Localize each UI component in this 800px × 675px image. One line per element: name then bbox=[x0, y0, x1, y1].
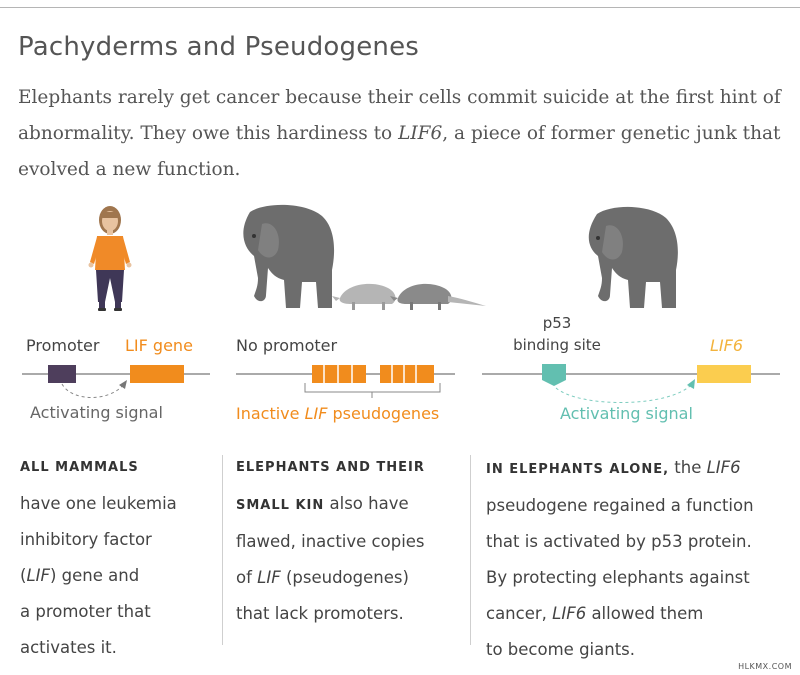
column-divider-1 bbox=[222, 455, 223, 645]
lif6-gene-label: LIF6 bbox=[710, 336, 744, 355]
caption-kin-heading: ELEPHANTS AND THEIR bbox=[236, 460, 425, 475]
credit-watermark: HLKMX.COM bbox=[738, 662, 792, 671]
caption-mammals-heading: ALL MAMMALS bbox=[20, 460, 139, 475]
top-rule bbox=[0, 7, 800, 8]
lif-gene-box bbox=[130, 365, 184, 383]
caption-elephants-heading: IN ELEPHANTS ALONE, bbox=[486, 462, 670, 477]
promoter-label: Promoter bbox=[26, 336, 100, 355]
inactive-pseudogenes-label: Inactive LIF pseudogenes bbox=[236, 404, 440, 423]
woman-illustration bbox=[89, 206, 132, 311]
gene-track-elephants bbox=[482, 364, 780, 403]
promoter-box bbox=[48, 365, 76, 383]
elephant-illustration-2 bbox=[589, 207, 678, 308]
pseudogene-bracket bbox=[305, 383, 440, 398]
column-divider-2 bbox=[470, 455, 471, 645]
intro-gene-name: LIF6 bbox=[398, 123, 443, 144]
gene-track-kin bbox=[236, 365, 455, 398]
activating-signal-label-2: Activating signal bbox=[560, 404, 693, 423]
activating-signal-arrow bbox=[62, 384, 124, 398]
pseudogene-box-1 bbox=[312, 365, 366, 383]
no-promoter-label: No promoter bbox=[236, 336, 338, 355]
lif6-gene-box bbox=[697, 365, 751, 383]
caption-mammals: ALL MAMMALS have one leukemia inhibitory factor (LIF) gene and a promoter that activates it. bbox=[20, 450, 215, 666]
elephant-illustration-1 bbox=[243, 205, 334, 308]
activating-signal-arrow-2 bbox=[556, 384, 692, 403]
caption-elephants: IN ELEPHANTS ALONE, the LIF6 pseudogene regained a function that is activated by p53 protein. By protecting elephants against cancer, LIF6 allowed them to become giants. bbox=[486, 458, 754, 659]
illustration-row bbox=[0, 190, 800, 430]
p53-binding-site bbox=[542, 364, 566, 386]
activating-signal-label: Activating signal bbox=[30, 403, 163, 422]
page-title: Pachyderms and Pseudogenes bbox=[18, 32, 420, 62]
small-kin-illustration bbox=[332, 284, 486, 310]
lif-gene-label: LIF gene bbox=[125, 336, 193, 355]
gene-track-mammals bbox=[22, 365, 210, 398]
p53-binding-site-label: p53 binding site bbox=[513, 314, 601, 354]
pseudogene-box-2 bbox=[380, 365, 434, 383]
caption-kin: ELEPHANTS AND THEIR SMALL KIN also have flawed, inactive copies of LIF (pseudogenes) that lack promoters. bbox=[236, 450, 464, 632]
intro-text: Elephants rarely get cancer because their cells commit suicide at the first hint of abnormality. They owe this hardiness to LIF6, a piece of former genetic junk that evolved a new function. bbox=[18, 87, 781, 180]
